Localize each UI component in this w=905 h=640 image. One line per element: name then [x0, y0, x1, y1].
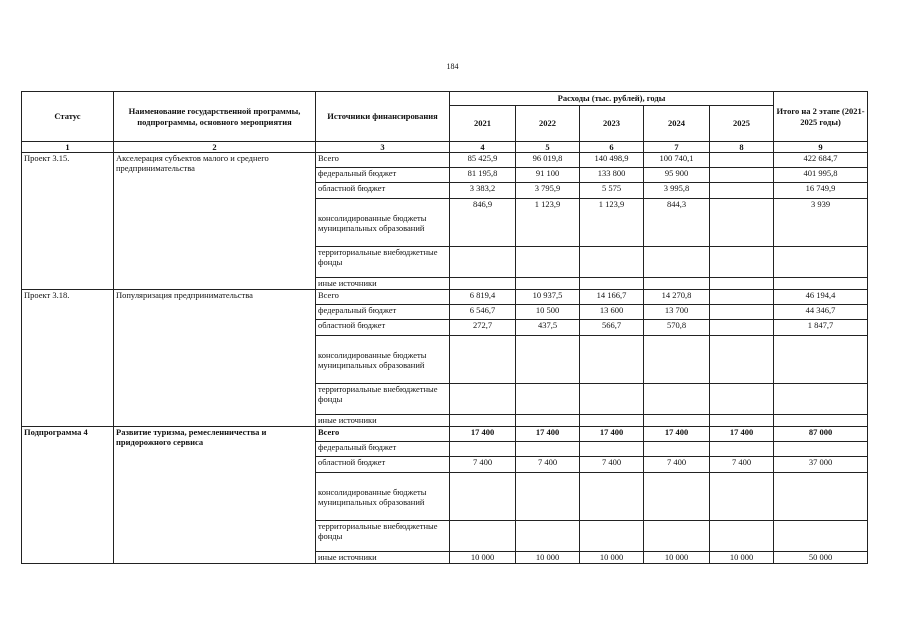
total-value: [774, 247, 868, 278]
year-value: 10 000: [450, 552, 516, 564]
year-value: 3 795,9: [516, 183, 580, 199]
table-row: [22, 153, 868, 168]
year-value: 14 270,8: [644, 290, 710, 305]
year-value: 17 400: [580, 427, 644, 442]
year-value: 5 575: [580, 183, 644, 199]
year-value: [580, 278, 644, 290]
year-value: 96 019,8: [516, 153, 580, 168]
total-value: [774, 473, 868, 521]
total-value: [774, 521, 868, 552]
year-value: [710, 336, 774, 384]
table-body: [22, 153, 868, 564]
year-value: [644, 521, 710, 552]
total-value: [774, 278, 868, 290]
year-value: 17 400: [450, 427, 516, 442]
year-value: [580, 521, 644, 552]
year-value: [516, 521, 580, 552]
year-value: [710, 290, 774, 305]
year-value: [710, 247, 774, 278]
year-value: 846,9: [450, 199, 516, 247]
block-name: Развитие туризма, ремесленничества и придорожного сервиса: [114, 427, 316, 564]
total-value: 44 346,7: [774, 305, 868, 320]
block-name: Акселерация субъектов малого и среднего предпринимательства: [114, 153, 316, 290]
year-value: 13 700: [644, 305, 710, 320]
header-year: 2021: [450, 106, 516, 142]
year-value: [450, 384, 516, 415]
year-value: 17 400: [710, 427, 774, 442]
year-value: [516, 442, 580, 457]
year-value: [710, 278, 774, 290]
year-value: 10 000: [580, 552, 644, 564]
year-value: [710, 153, 774, 168]
year-value: [450, 336, 516, 384]
year-value: 17 400: [644, 427, 710, 442]
year-value: [580, 336, 644, 384]
year-value: [644, 384, 710, 415]
funding-source: иные источники: [316, 415, 450, 427]
year-value: 6 546,7: [450, 305, 516, 320]
year-value: [450, 247, 516, 278]
year-value: [644, 278, 710, 290]
year-value: 566,7: [580, 320, 644, 336]
year-value: 133 800: [580, 168, 644, 183]
year-value: 7 400: [580, 457, 644, 473]
year-value: [580, 473, 644, 521]
year-value: [710, 305, 774, 320]
col-number: 4: [450, 142, 516, 153]
year-value: 437,5: [516, 320, 580, 336]
year-value: 10 000: [516, 552, 580, 564]
year-value: 10 000: [710, 552, 774, 564]
year-value: [516, 278, 580, 290]
year-value: 81 195,8: [450, 168, 516, 183]
year-value: [644, 247, 710, 278]
funding-source: федеральный бюджет: [316, 442, 450, 457]
header-year: 2024: [644, 106, 710, 142]
year-value: 272,7: [450, 320, 516, 336]
header-sources: Источники финансирования: [316, 92, 450, 142]
funding-source: областной бюджет: [316, 457, 450, 473]
col-number: 6: [580, 142, 644, 153]
funding-source: Всего: [316, 290, 450, 305]
year-value: 6 819,4: [450, 290, 516, 305]
year-value: [710, 183, 774, 199]
year-value: 7 400: [644, 457, 710, 473]
funding-source: территориальные внебюджетные фонды: [316, 247, 450, 278]
year-value: [710, 320, 774, 336]
col-number: 1: [22, 142, 114, 153]
header-year: 2022: [516, 106, 580, 142]
page-number: 184: [446, 62, 459, 71]
header-status: Статус: [22, 92, 114, 142]
total-value: [774, 336, 868, 384]
total-value: 16 749,9: [774, 183, 868, 199]
block-name: Популяризация предпринимательства: [114, 290, 316, 427]
year-value: 17 400: [516, 427, 580, 442]
col-number: 8: [710, 142, 774, 153]
year-value: [450, 278, 516, 290]
funding-source: консолидированные бюджеты муниципальных образований: [316, 473, 450, 521]
year-value: 3 383,2: [450, 183, 516, 199]
total-value: 87 000: [774, 427, 868, 442]
year-value: [450, 415, 516, 427]
funding-source: областной бюджет: [316, 320, 450, 336]
year-value: [710, 521, 774, 552]
total-value: 3 939: [774, 199, 868, 247]
year-value: 1 123,9: [516, 199, 580, 247]
year-value: [516, 336, 580, 384]
year-value: [710, 168, 774, 183]
funding-source: областной бюджет: [316, 183, 450, 199]
table-row: [22, 427, 868, 442]
year-value: [516, 247, 580, 278]
col-number: 7: [644, 142, 710, 153]
year-value: 7 400: [516, 457, 580, 473]
year-value: 10 500: [516, 305, 580, 320]
year-value: 100 740,1: [644, 153, 710, 168]
header-year: 2025: [710, 106, 774, 142]
year-value: 91 100: [516, 168, 580, 183]
block-status: Проект 3.15.: [22, 153, 114, 290]
year-value: [710, 415, 774, 427]
year-value: 3 995,8: [644, 183, 710, 199]
year-value: [580, 384, 644, 415]
year-value: 570,8: [644, 320, 710, 336]
year-value: 1 123,9: [580, 199, 644, 247]
budget-table: [21, 91, 868, 564]
col-number: 2: [114, 142, 316, 153]
year-value: [580, 415, 644, 427]
total-value: 1 847,7: [774, 320, 868, 336]
year-value: [580, 247, 644, 278]
year-value: 13 600: [580, 305, 644, 320]
header-year: 2023: [580, 106, 644, 142]
total-value: [774, 415, 868, 427]
block-status: Проект 3.18.: [22, 290, 114, 427]
year-value: [710, 384, 774, 415]
funding-source: территориальные внебюджетные фонды: [316, 384, 450, 415]
funding-source: консолидированные бюджеты муниципальных образований: [316, 199, 450, 247]
year-value: 7 400: [450, 457, 516, 473]
year-value: [710, 442, 774, 457]
year-value: [580, 442, 644, 457]
block-status: Подпрограмма 4: [22, 427, 114, 564]
funding-source: федеральный бюджет: [316, 305, 450, 320]
funding-source: территориальные внебюджетные фонды: [316, 521, 450, 552]
year-value: [644, 473, 710, 521]
col-number: 3: [316, 142, 450, 153]
header-expenses: Расходы (тыс. рублей), годы: [450, 92, 774, 106]
year-value: [516, 415, 580, 427]
year-value: [450, 521, 516, 552]
total-value: 422 684,7: [774, 153, 868, 168]
header-name: Наименование государственной программы, подпрограммы, основного мероприятия: [114, 92, 316, 142]
year-value: 844,3: [644, 199, 710, 247]
funding-source: иные источники: [316, 552, 450, 564]
table-row: [22, 290, 868, 305]
total-value: 401 995,8: [774, 168, 868, 183]
year-value: [644, 336, 710, 384]
funding-source: Всего: [316, 153, 450, 168]
total-value: 46 194,4: [774, 290, 868, 305]
funding-source: консолидированные бюджеты муниципальных образований: [316, 336, 450, 384]
funding-source: федеральный бюджет: [316, 168, 450, 183]
year-value: 7 400: [710, 457, 774, 473]
total-value: [774, 442, 868, 457]
total-value: 37 000: [774, 457, 868, 473]
year-value: [516, 384, 580, 415]
total-value: 50 000: [774, 552, 868, 564]
year-value: 85 425,9: [450, 153, 516, 168]
funding-source: Всего: [316, 427, 450, 442]
year-value: [644, 442, 710, 457]
year-value: 10 000: [644, 552, 710, 564]
year-value: 10 937,5: [516, 290, 580, 305]
total-value: [774, 384, 868, 415]
funding-source: иные источники: [316, 278, 450, 290]
year-value: [450, 473, 516, 521]
year-value: 140 498,9: [580, 153, 644, 168]
year-value: [450, 442, 516, 457]
year-value: 14 166,7: [580, 290, 644, 305]
year-value: [710, 199, 774, 247]
year-value: [710, 473, 774, 521]
year-value: [644, 415, 710, 427]
header-total: Итого на 2 этапе (2021-2025 годы): [774, 92, 868, 142]
col-number: 5: [516, 142, 580, 153]
year-value: [516, 473, 580, 521]
col-number: 9: [774, 142, 868, 153]
year-value: 95 900: [644, 168, 710, 183]
